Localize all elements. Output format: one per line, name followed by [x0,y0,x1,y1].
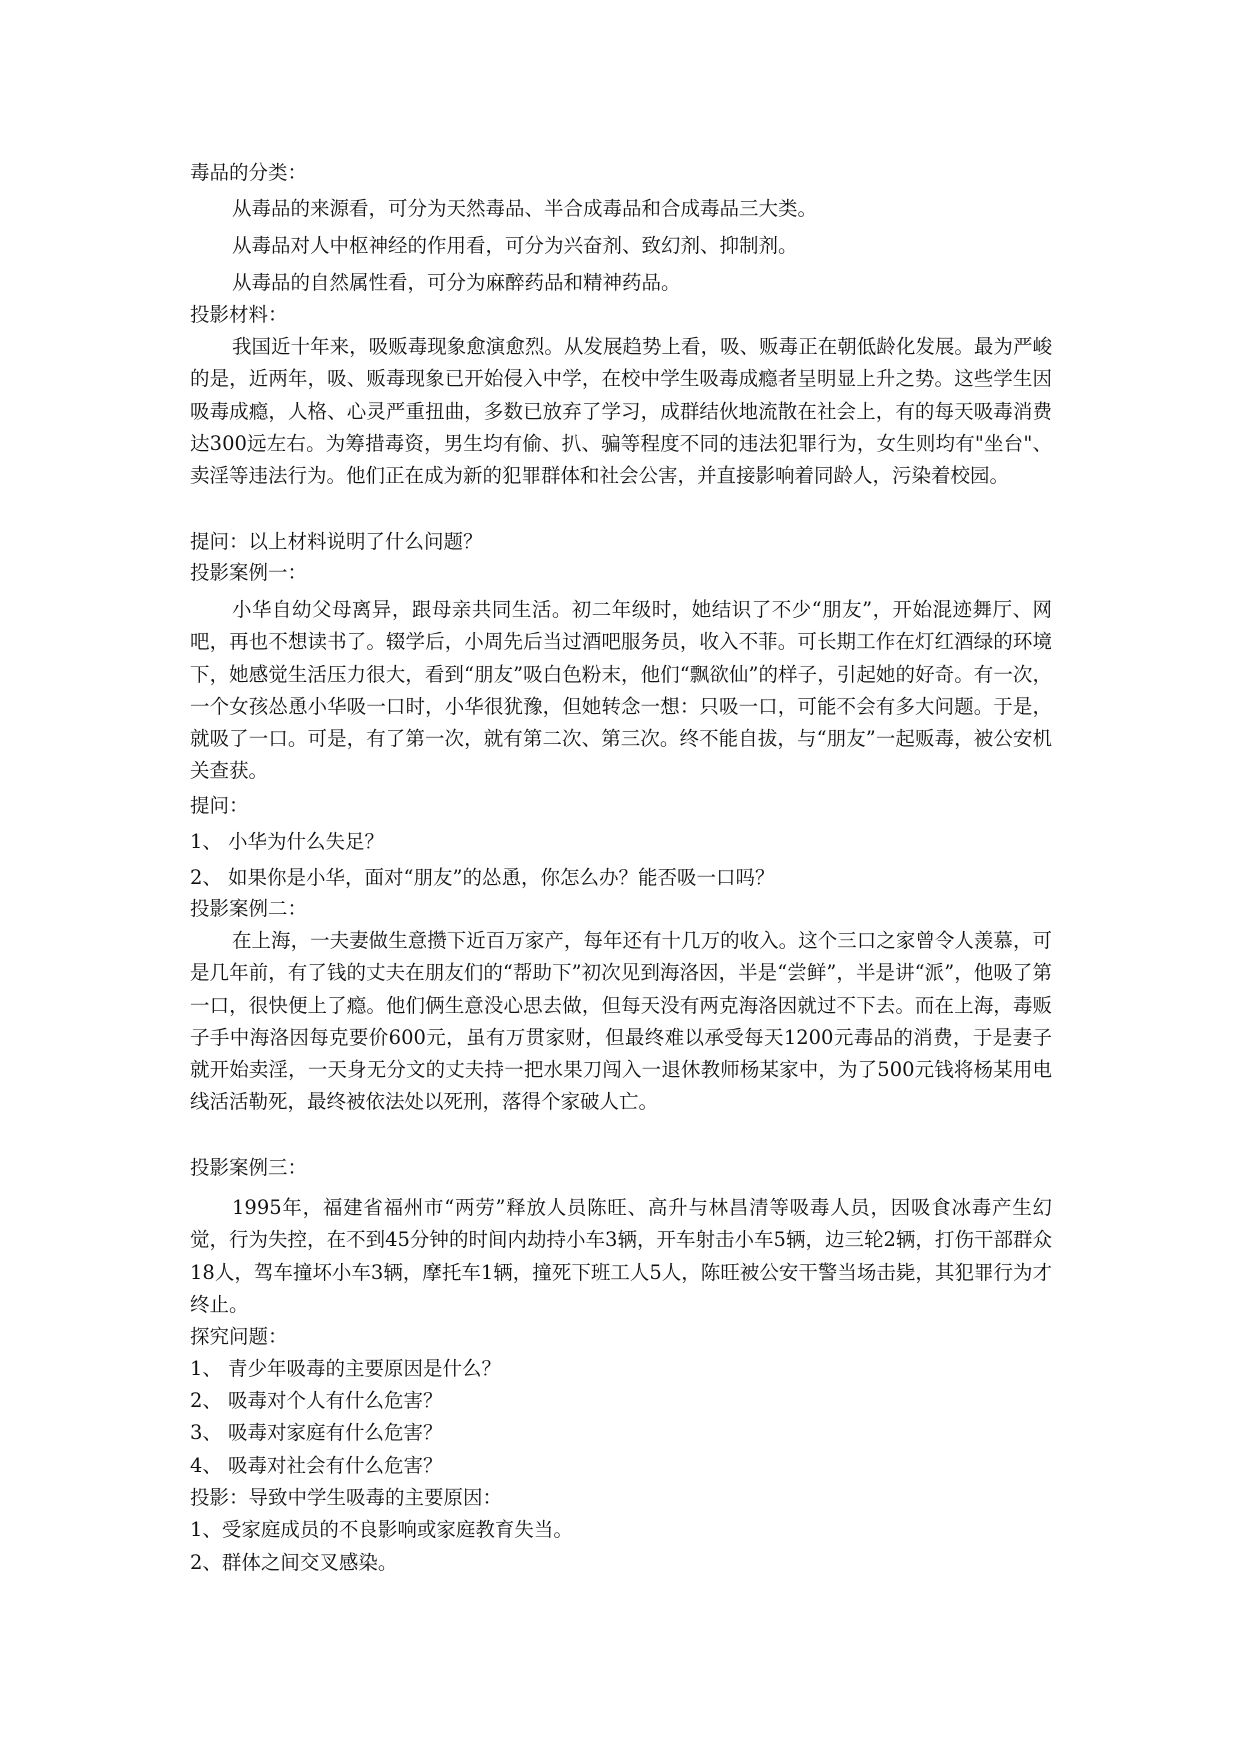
case1-paragraph: 小华自幼父母离异，跟母亲共同生活。初二年级时，她结识了不少“朋友”，开始混迹舞厅、网吧，再也不想读书了。辍学后，小周先后当过酒吧服务员，收入不菲。可长期工作在灯红酒绿的环境下，她感觉生活压力很大，看到“朋友”吸白色粉末，他们“飘欲仙”的样子，引起她的好奇。有一次，一个女孩怂恿小华吸一口时，小华很犹豫，但她转念一想：只吸一口，可能不会有多大问题。于是，就吸了一口。可是，有了第一次，就有第二次、第三次。终不能自拔，与“朋友”一起贩毒，被公安机关查获。 [190,598,1052,783]
material-question: 提问：以上材料说明了什么问题？ [190,530,483,553]
explore-heading: 探究问题： [190,1325,288,1348]
question-number: 2、 [190,1389,222,1412]
question-text: 吸毒对家庭有什么危害？ [228,1421,443,1444]
question-number: 4、 [190,1454,222,1477]
explore-question [190,1456,443,1476]
question-text: 青少年吸毒的主要原因是什么？ [228,1357,502,1380]
causes-heading: 投影：导致中学生吸毒的主要原因： [190,1486,503,1509]
explore-question [190,1423,443,1443]
causes-item: 1、受家庭成员的不良影响或家庭教育失当。 [190,1518,573,1541]
explore-question [190,1391,443,1411]
case1-question [190,832,384,852]
case1-question-label: 提问： [190,794,249,817]
classification-item: 从毒品对人中枢神经的作用看，可分为兴奋剂、致幻剂、抑制剂。 [232,234,798,257]
causes-item: 2、群体之间交叉感染。 [190,1551,398,1574]
material-heading: 投影材料： [190,303,288,326]
case3-paragraph: 1995年，福建省福州市“两劳”释放人员陈旺、高升与林昌清等吸毒人员，因吸食冰毒产生幻觉，行为失控，在不到45分钟的时间内劫持小车3辆，开车射击小车5辆，边三轮2辆，打伤干部群众18人，驾车撞坏小车3辆，摩托车1辆，撞死下班工人5人，陈旺被公安干警当场击毙，其犯罪行为才终止。 [190,1196,1052,1316]
case3-heading: 投影案例三： [190,1156,308,1179]
question-number: 1、 [190,1357,222,1380]
classification-item: 从毒品的来源看，可分为天然毒品、半合成毒品和合成毒品三大类。 [232,197,818,220]
explore-question [190,1359,501,1379]
question-text: 小华为什么失足？ [228,830,385,853]
case2-paragraph: 在上海，一夫妻做生意攒下近百万家产，每年还有十几万的收入。这个三口之家曾令人羡慕，可是几年前，有了钱的丈夫在朋友们的“帮助下”初次见到海洛因，半是“尝鲜”，半是讲“派”，他吸了第一口，很快便上了瘾。他们俩生意没心思去做，但每天没有两克海洛因就过不下去。而在上海，毒贩子手中海洛因每克要价600元，虽有万贯家财，但最终难以承受每天1200元毒品的消费，于是妻子就开始卖淫，一天身无分文的丈夫持一把水果刀闯入一退休教师杨某家中，为了500元钱将杨某用电线活活勒死，最终被依法处以死刑，落得个家破人亡。 [190,929,1052,1114]
question-text: 吸毒对社会有什么危害？ [228,1454,443,1477]
classification-heading: 毒品的分类： [190,161,308,184]
case1-question [190,868,774,888]
case1-heading: 投影案例一： [190,561,308,584]
question-number: 2、 [190,866,222,889]
question-number: 3、 [190,1421,222,1444]
question-text: 吸毒对个人有什么危害？ [228,1389,443,1412]
material-paragraph: 我国近十年来，吸贩毒现象愈演愈烈。从发展趋势上看，吸、贩毒正在朝低龄化发展。最为严峻的是，近两年，吸、贩毒现象已开始侵入中学，在校中学生吸毒成瘾者呈明显上升之势。这些学生因吸毒成瘾，人格、心灵严重扭曲，多数已放弃了学习，成群结伙地流散在社会上，有的每天吸毒消费达300远左右。为筹措毒资，男生均有偷、扒、骗等程度不同的违法犯罪行为，女生则均有"坐台"、卖淫等违法行为。他们正在成为新的犯罪群体和社会公害，并直接影响着同龄人，污染着校园。 [190,335,1052,488]
question-text: 如果你是小华，面对“朋友”的怂恿，你怎么办？能否吸一口吗？ [228,866,775,889]
classification-item: 从毒品的自然属性看，可分为麻醉药品和精神药品。 [232,271,681,294]
case2-heading: 投影案例二： [190,897,308,920]
question-number: 1、 [190,830,222,853]
